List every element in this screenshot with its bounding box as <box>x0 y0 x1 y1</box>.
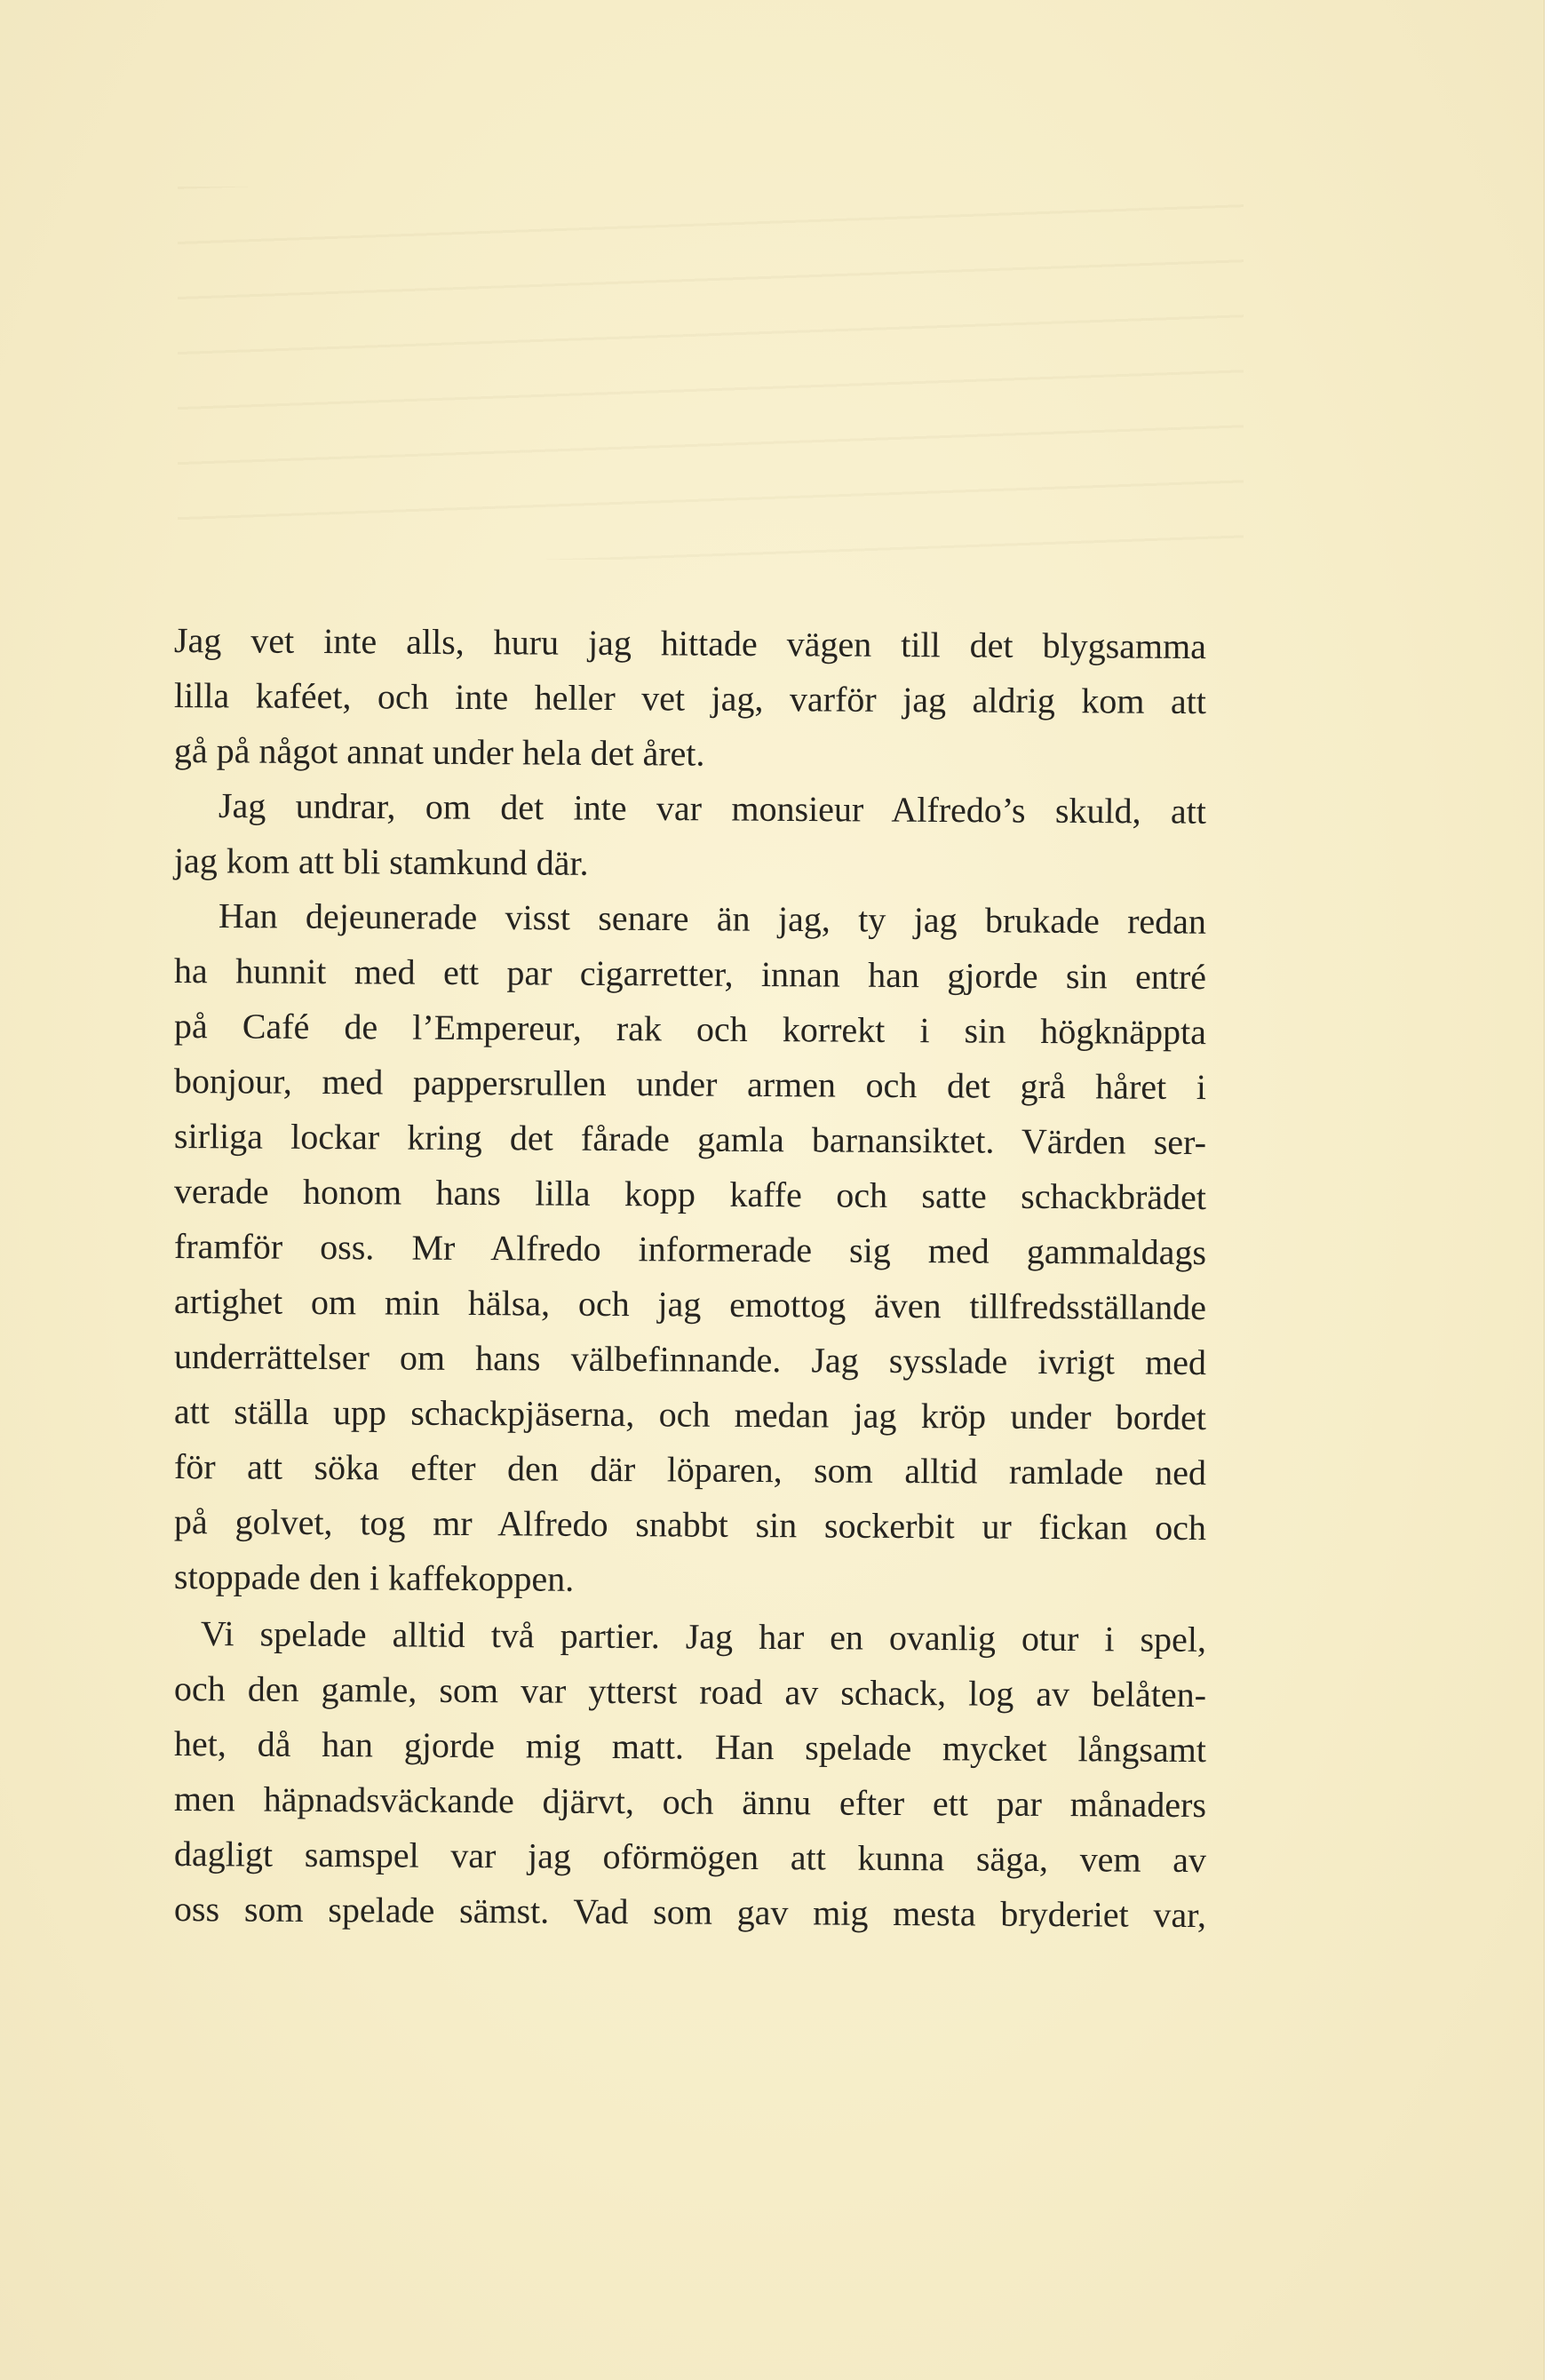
text-line: Vi spelade alltid två partier. Jag har en ovanlig otur i spel, <box>200 1613 1207 1660</box>
text-line: på golvet, tog mr Alfredo snabbt sin sockerbit ur fickan och <box>173 1501 1207 1548</box>
text-line: ha hunnit med ett par cigarretter, innan han gjorde sin entré <box>173 951 1207 998</box>
text-line: att ställa upp schackpjäserna, och medan jag kröp under bordet <box>173 1391 1207 1438</box>
text-line: framför oss. Mr Alfredo informerade sig med gammaldags <box>173 1226 1207 1273</box>
text-line: bonjour, med pappersrullen under armen och det grå håret i <box>173 1061 1207 1108</box>
text-line: Jag undrar, om det inte var monsieur Alfredo’s skuld, att <box>218 785 1207 832</box>
text-line: sirliga lockar kring det fårade gamla barnansiktet. Värden ser- <box>173 1116 1207 1163</box>
body-text <box>0 613 1550 2034</box>
text-line: artighet om min hälsa, och jag emottog även tillfredsställande <box>173 1281 1207 1328</box>
text-line: stoppade den i kaffekoppen. <box>173 1556 575 1599</box>
text-line: men häpnadsväckande djärvt, och ännu efter ett par månaders <box>173 1779 1207 1826</box>
text-line: Jag vet inte alls, huru jag hittade vägen till det blygsamma <box>173 620 1207 667</box>
text-line: för att söka efter den där löparen, som alltid ramlade ned <box>173 1446 1207 1493</box>
text-line: gå på något annat under hela det året. <box>173 730 705 774</box>
text-line: het, då han gjorde mig matt. Han spelade mycket långsamt <box>173 1723 1207 1771</box>
text-line: oss som spelade sämst. Vad som gav mig mesta bryderiet var, <box>173 1889 1207 1936</box>
text-line: på Café de l’Empereur, rak och korrekt i sin högknäppta <box>173 1006 1207 1053</box>
show-through-texture <box>178 187 1244 560</box>
text-line: verade honom hans lilla kopp kaffe och satte schackbrädet <box>173 1171 1207 1218</box>
text-line: underrättelser om hans välbefinnande. Jag sysslade ivrigt med <box>173 1336 1207 1383</box>
text-line: jag kom att bli stamkund där. <box>173 840 589 883</box>
text-line: lilla kaféet, och inte heller vet jag, varför jag aldrig kom att <box>173 675 1207 722</box>
text-line: och den gamle, som var ytterst road av schack, log av belåten- <box>173 1668 1207 1715</box>
text-line: Han dejeunerade visst senare än jag, ty jag brukade redan <box>218 895 1207 942</box>
text-line: dagligt samspel var jag oförmögen att kunna säga, vem av <box>173 1834 1207 1881</box>
